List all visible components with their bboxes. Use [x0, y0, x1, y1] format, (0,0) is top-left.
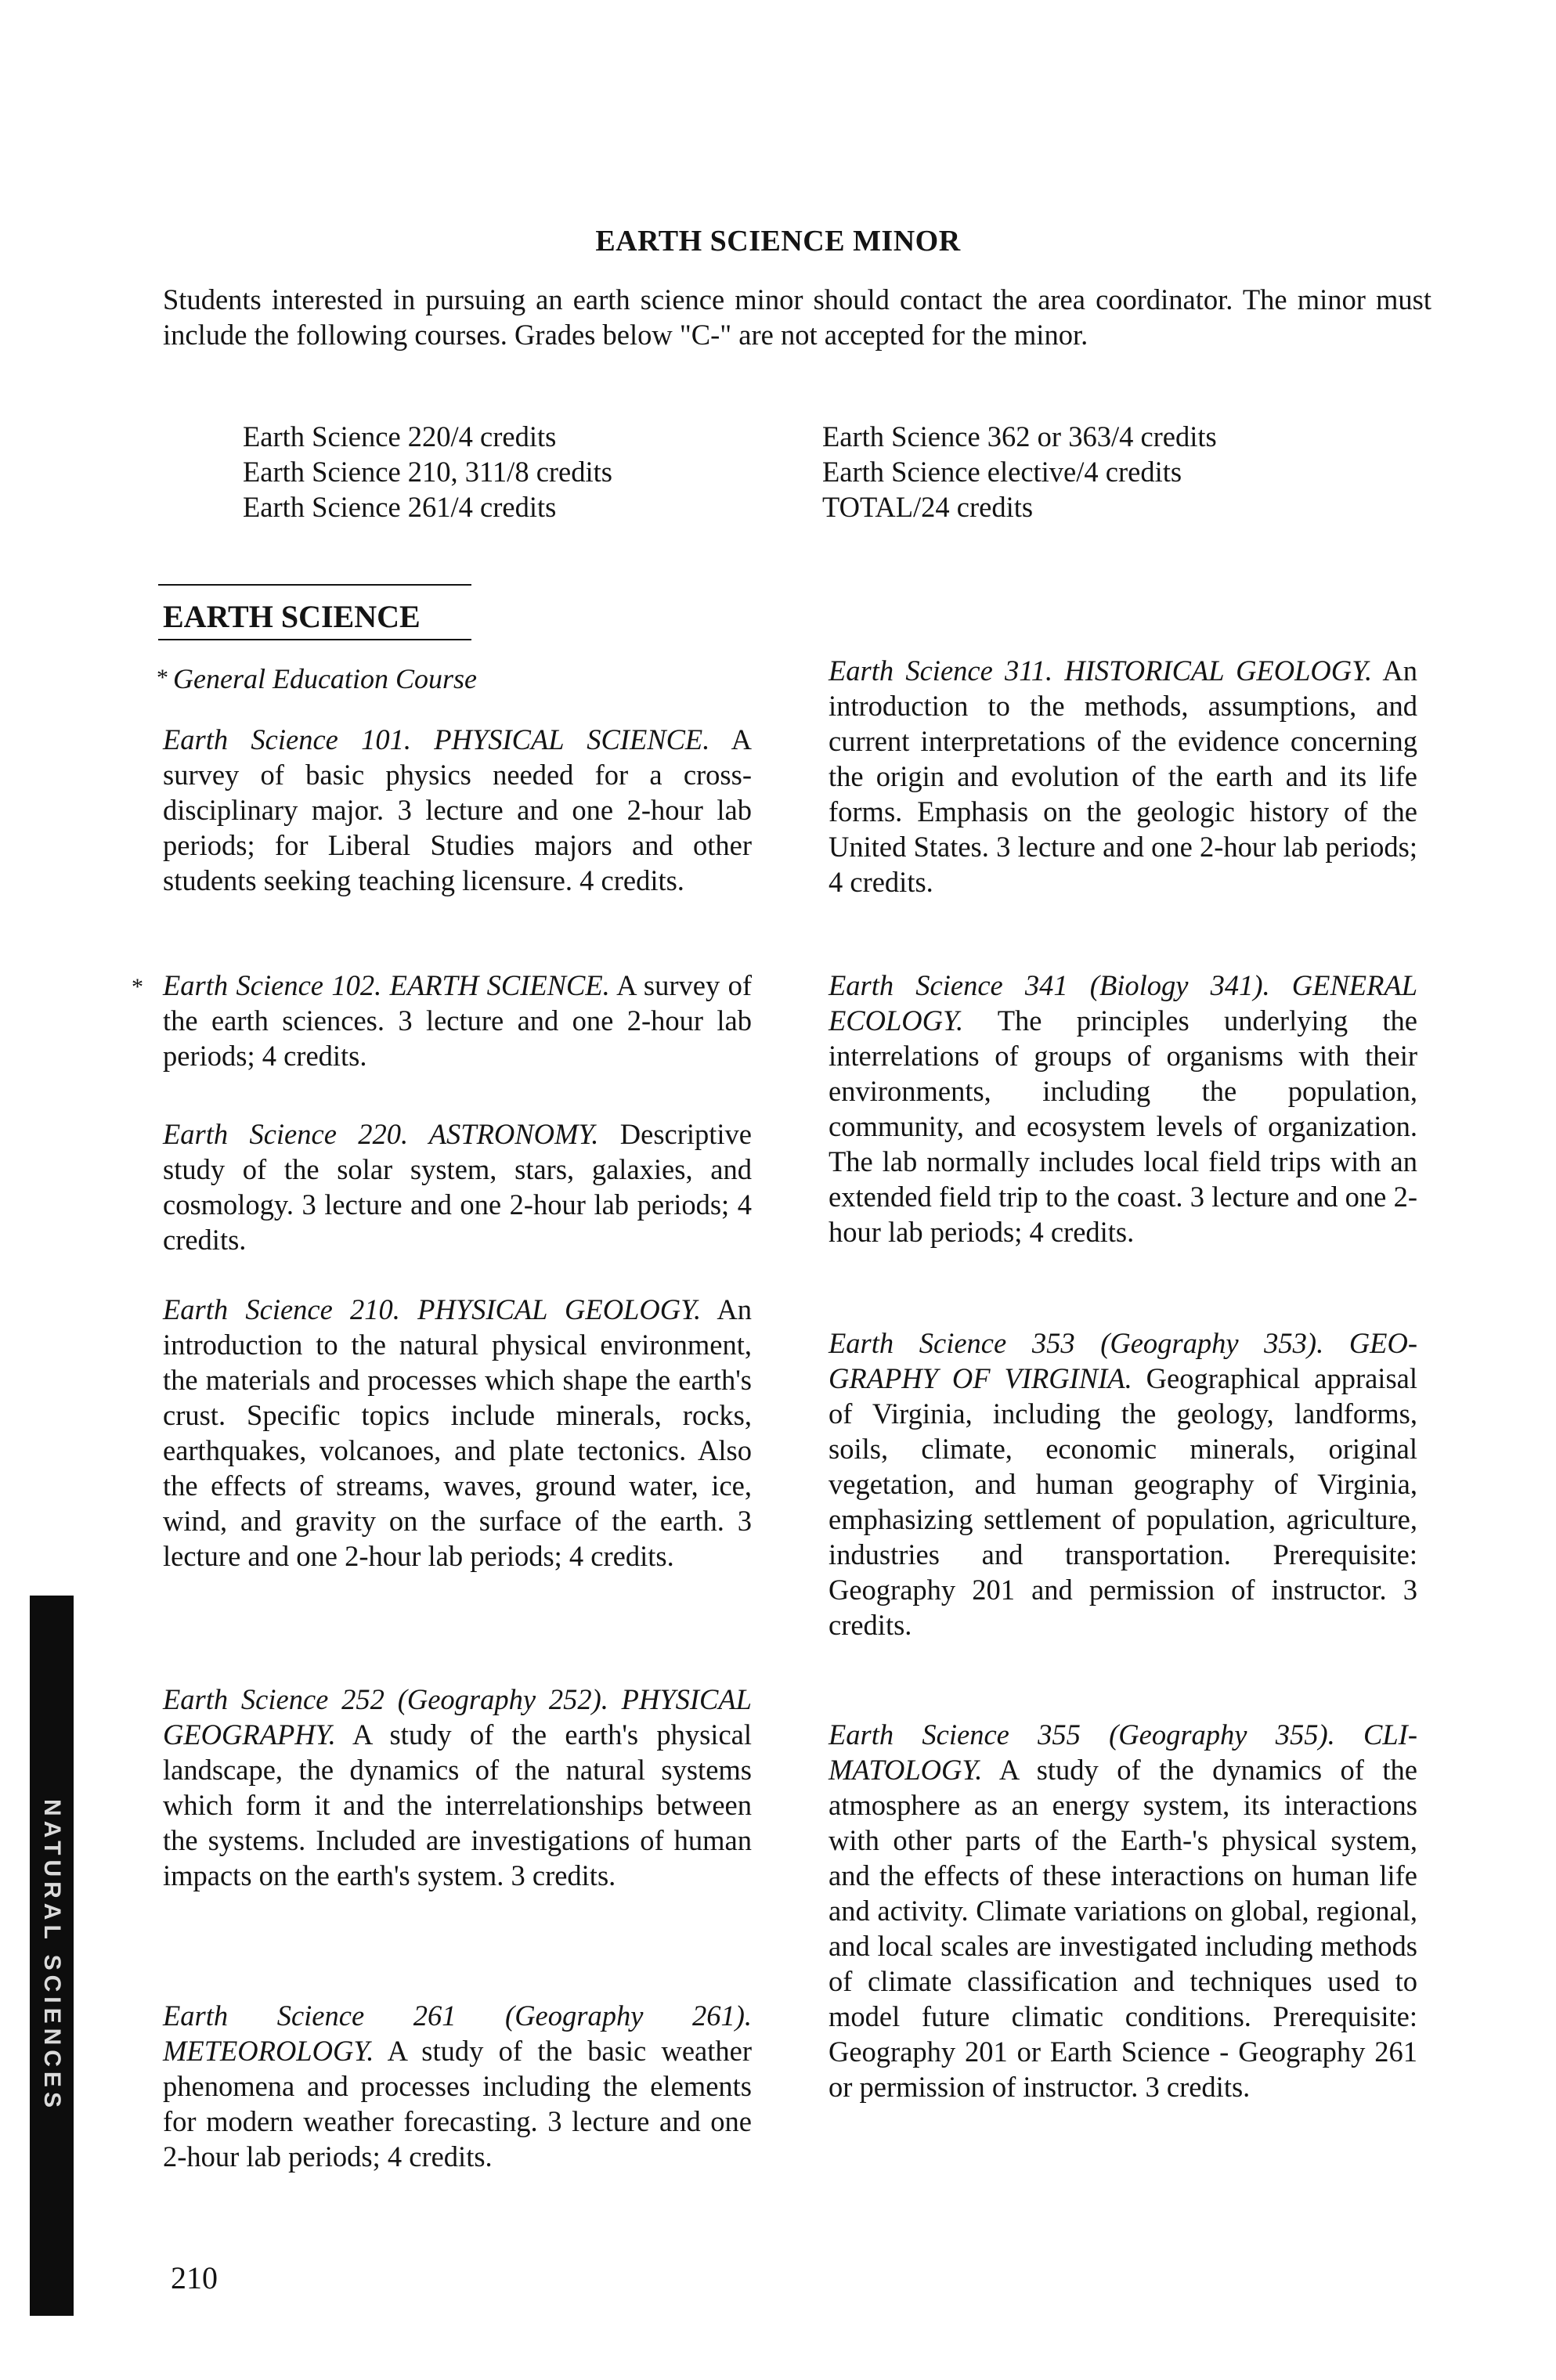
minor-title: EARTH SCIENCE MINOR [595, 225, 961, 258]
course-name: Earth Science 355 (Geography 355). CLIMATOLOGY. [829, 1718, 1417, 1786]
course-description: Descriptive study of the solar system, stars, galaxies, and cosmology. 3 lecture and one 2-hour lab periods; 4 credits. [163, 1118, 752, 1256]
course-entry [132, 968, 753, 1073]
page-number: 210 [171, 2260, 218, 2295]
course-name: Earth Science 252 (Geography 252). PHYSICAL GEOGRAPHY. [163, 1683, 752, 1751]
minor-credits-right [822, 419, 1370, 525]
section-rule-bottom [158, 639, 471, 640]
course-name: Earth Science 101. PHYSICAL SCIENCE. [163, 723, 710, 755]
course-description: A survey of basic physics needed for a cross-disciplinary major. 3 lecture and one 2-hour lab periods; for Liberal Studies majors and other students seeking teaching licensure. 4 credits. [163, 723, 752, 896]
credit-line: Earth Science 261/4 credits [243, 491, 557, 523]
section-rule-top [158, 584, 471, 586]
course-description: A survey of the earth sciences. 3 lecture and one 2-hour lab periods; 4 credits. [163, 969, 753, 1072]
course-description: A study of the basic weather phenomena and processes including the elements for modern weather forecasting. 3 lecture and one 2-hour lab periods; 4 credits. [163, 2035, 752, 2173]
side-tab-label: NATURAL SCIENCES [39, 1799, 65, 2112]
course-entry [829, 1325, 1417, 1643]
minor-intro: Students interested in pursuing an earth science minor should contact the area coordinator. The minor must include the following courses. Grades below "C-" are not accepted for the minor. [163, 283, 1431, 351]
credit-line: Earth Science 362 or 363/4 credits [822, 420, 1217, 453]
course-description: An introduction to the methods, assumptions, and current interpretations of the evidence concerning the origin and evolution of the earth and its life forms. Emphasis on the geologic history of the United States. 3 lecture and one 2-hour lab periods; 4 credits. [829, 654, 1417, 898]
course-name: Earth Science 341 (Biology 341). GENERAL ECOLOGY. [829, 969, 1417, 1037]
course-entry [163, 1682, 752, 1893]
credit-line: Earth Science 220/4 credits [243, 420, 557, 453]
course-description: An introduction to the natural physical environment, the materials and processes which shape the earth's crust. Specific topics include minerals, rocks, earthquakes, volcanoes, and plate tectonics. Also the effects of streams, waves, ground water, ice, wind, and gravity on the surface of the earth. 3 lecture and one 2-hour lab periods; 4 credits. [163, 1293, 752, 1572]
course-entry [829, 1717, 1417, 2104]
asterisk-marker: * [132, 974, 143, 1000]
minor-credits-left [243, 419, 728, 525]
credit-line: Earth Science 210, 311/8 credits [243, 456, 612, 488]
course-entry [829, 968, 1417, 1250]
course-description: A study of the earth's physical landscape, the dynamics of the natural systems which form it and the interrelationships between the systems. Included are investigations of human impacts on the earth's system. 3 credits. [163, 1718, 752, 1891]
gen-ed-note-text: General Education Course [173, 663, 477, 694]
course-entry [163, 1292, 752, 1574]
section-side-tab [30, 1596, 74, 2316]
course-name: Earth Science 210. PHYSICAL GEOLOGY. [163, 1293, 702, 1325]
section-title: EARTH SCIENCE [163, 599, 421, 634]
course-description: Geographical appraisal of Virginia, including the geology, landforms, soils, climate, economic minerals, original vegetation, and human geography of Virginia, emphasizing settlement of population, agriculture, industries and transportation. Prerequisite: Geography 201 and permission of instructor. 3 credits. [829, 1362, 1417, 1641]
course-entry [163, 722, 752, 898]
asterisk-marker: * [157, 665, 168, 691]
course-entry [163, 1116, 752, 1257]
course-entry [163, 1998, 752, 2174]
course-name: Earth Science 311. HISTORICAL GEOLOGY. [829, 654, 1373, 687]
credit-line: Earth Science elective/4 credits [822, 456, 1182, 488]
course-name: Earth Science 220. ASTRONOMY. [163, 1118, 599, 1150]
course-name: Earth Science 353 (Geography 353). GEOGRAPHY OF VIRGINIA. [829, 1327, 1417, 1394]
credit-line: TOTAL/24 credits [822, 491, 1034, 523]
course-name: Earth Science 102. EARTH SCIENCE. [163, 969, 610, 1001]
course-entry [829, 653, 1417, 900]
course-description: A study of the dynamics of the atmosphere as an energy system, its interactions with other parts of the Earth-'s physical system, and the effects of these interactions on human life and activity. Climate variations on global, regional, and local scales are investigated including methods of climate classification and techniques used to model future climatic conditions. Prerequisite: Geography 201 or Earth Science - Geography 261 or permission of instructor. 3 credits. [829, 1754, 1417, 2103]
course-description: The principles underlying the interrelations of groups of organisms with their environments, including the population, community, and ecosystem levels of organization. The lab normally includes local field trips with an extended field trip to the coast. 3 lecture and one 2-hour lab periods; 4 credits. [829, 1004, 1417, 1248]
gen-ed-note [157, 662, 477, 695]
course-name: Earth Science 261 (Geography 261). METEOROLOGY. [163, 2000, 752, 2067]
